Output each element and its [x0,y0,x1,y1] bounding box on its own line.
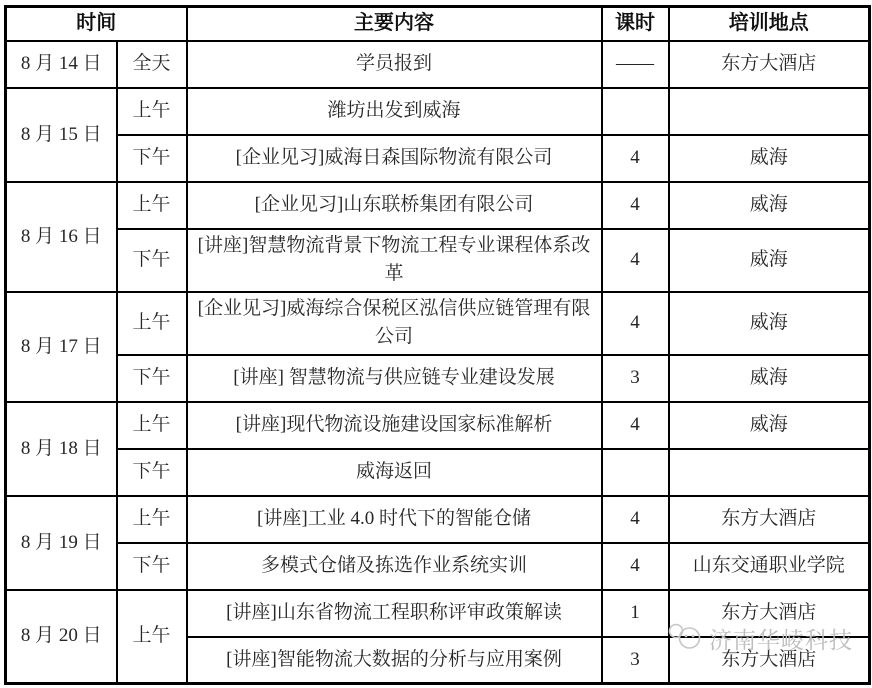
hours-cell: 4 [602,402,669,449]
content-cell: [企业见习]山东联桥集团有限公司 [187,182,602,229]
hours-cell: 3 [602,637,669,684]
header-hours: 课时 [602,7,669,41]
hours-cell: 3 [602,355,669,402]
location-cell: 威海 [669,292,870,355]
table-row [6,543,870,590]
content-cell: [企业见习]威海日森国际物流有限公司 [187,135,602,182]
table-row [6,229,870,292]
date-cell: 8 月 20 日 [6,590,117,684]
period-cell: 上午 [117,182,187,229]
table-row [6,590,870,637]
period-cell: 上午 [117,402,187,449]
period-cell: 下午 [117,135,187,182]
watermark-text: 济南华崚科技 [709,627,853,653]
date-cell: 8 月 17 日 [6,292,117,402]
location-cell: 东方大酒店 [669,590,870,637]
location-cell [669,449,870,496]
hours-cell: 4 [602,543,669,590]
location-cell: 威海 [669,229,870,292]
table-row [6,355,870,402]
hours-cell [602,88,669,135]
date-cell: 8 月 18 日 [6,402,117,496]
content-cell: [讲座]智慧物流背景下物流工程专业课程体系改革 [187,229,602,292]
period-cell: 下午 [117,355,187,402]
location-cell: 东方大酒店 [669,496,870,543]
hours-cell: 4 [602,292,669,355]
date-cell: 8 月 19 日 [6,496,117,590]
hours-cell: —— [602,41,669,88]
content-cell: [讲座]智能物流大数据的分析与应用案例 [187,637,602,684]
table-row [6,402,870,449]
location-cell: 威海 [669,355,870,402]
table-row [6,135,870,182]
table-row [6,41,870,88]
period-cell: 上午 [117,88,187,135]
content-cell: 威海返回 [187,449,602,496]
content-cell: [讲座]现代物流设施建设国家标准解析 [187,402,602,449]
period-cell: 下午 [117,449,187,496]
table-row [6,449,870,496]
content-cell: [讲座] 智慧物流与供应链专业建设发展 [187,355,602,402]
content-cell: 多模式仓储及拣选作业系统实训 [187,543,602,590]
header-time: 时间 [6,7,187,41]
content-cell: 潍坊出发到威海 [187,88,602,135]
location-cell: 威海 [669,135,870,182]
location-cell: 东方大酒店 [669,41,870,88]
date-cell: 8 月 15 日 [6,88,117,182]
period-cell: 上午 [117,292,187,355]
content-cell: [企业见习]威海综合保税区泓信供应链管理有限公司 [187,292,602,355]
hours-cell: 4 [602,135,669,182]
hours-cell: 1 [602,590,669,637]
header-location: 培训地点 [669,7,870,41]
training-schedule-table [4,5,871,685]
location-cell: 威海 [669,402,870,449]
header-row [6,7,870,41]
table-row [6,88,870,135]
date-cell: 8 月 14 日 [6,41,117,88]
location-cell: 山东交通职业学院 [669,543,870,590]
period-cell: 上午 [117,590,187,684]
table-row [6,182,870,229]
hours-cell: 4 [602,182,669,229]
hours-cell: 4 [602,229,669,292]
table-row [6,496,870,543]
date-cell: 8 月 16 日 [6,182,117,292]
period-cell: 下午 [117,229,187,292]
period-cell: 全天 [117,41,187,88]
content-cell: 学员报到 [187,41,602,88]
location-cell: 东方大酒店 [669,637,870,684]
header-content: 主要内容 [187,7,602,41]
hours-cell [602,449,669,496]
period-cell: 上午 [117,496,187,543]
content-cell: [讲座]山东省物流工程职称评审政策解读 [187,590,602,637]
content-cell: [讲座]工业 4.0 时代下的智能仓储 [187,496,602,543]
table-row [6,292,870,355]
hours-cell: 4 [602,496,669,543]
location-cell: 威海 [669,182,870,229]
period-cell: 下午 [117,543,187,590]
location-cell [669,88,870,135]
